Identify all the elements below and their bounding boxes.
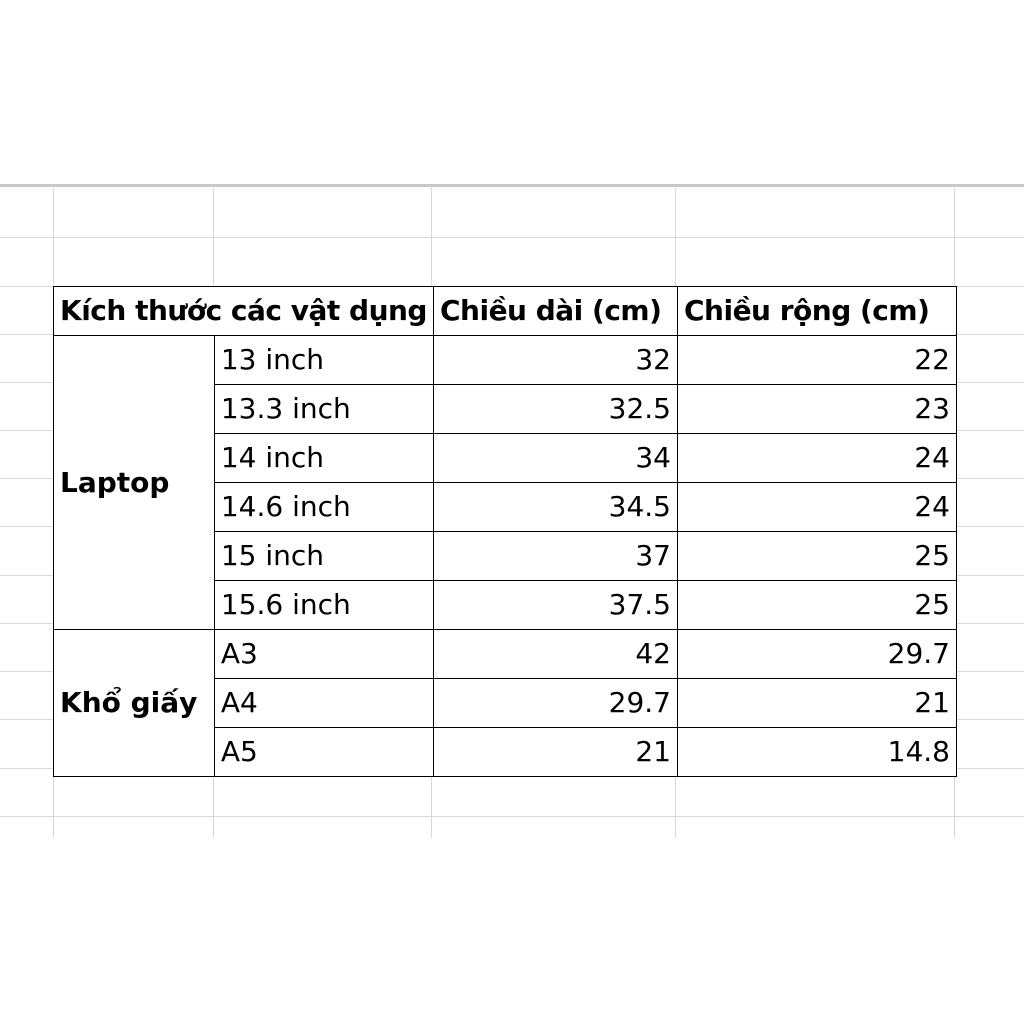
length-cell[interactable]: 42 <box>433 630 677 679</box>
item-cell[interactable]: 15 inch <box>214 532 433 581</box>
sheet-top-border <box>0 184 1024 187</box>
length-cell[interactable]: 37 <box>433 532 677 581</box>
length-cell[interactable]: 32.5 <box>433 385 677 434</box>
length-cell[interactable]: 34.5 <box>433 483 677 532</box>
width-cell[interactable]: 25 <box>677 532 956 581</box>
item-cell[interactable]: 13 inch <box>214 336 433 385</box>
width-cell[interactable]: 24 <box>677 483 956 532</box>
size-table <box>53 286 957 777</box>
length-cell[interactable]: 37.5 <box>433 581 677 630</box>
length-cell[interactable]: 32 <box>433 336 677 385</box>
width-cell[interactable]: 25 <box>677 581 956 630</box>
length-cell[interactable]: 29.7 <box>433 679 677 728</box>
length-cell[interactable]: 21 <box>433 728 677 777</box>
header-length-cell[interactable]: Chiều dài (cm) <box>433 287 677 336</box>
item-cell[interactable]: A4 <box>214 679 433 728</box>
header-item-cell[interactable]: Kích thước các vật dụng <box>54 287 434 336</box>
width-cell[interactable]: 23 <box>677 385 956 434</box>
table-row <box>54 336 957 385</box>
item-cell[interactable]: 13.3 inch <box>214 385 433 434</box>
group-cell-laptop[interactable]: Laptop <box>54 336 215 630</box>
header-width-cell[interactable]: Chiều rộng (cm) <box>677 287 956 336</box>
length-cell[interactable]: 34 <box>433 434 677 483</box>
width-cell[interactable]: 22 <box>677 336 956 385</box>
width-cell[interactable]: 24 <box>677 434 956 483</box>
header-row <box>54 287 957 336</box>
width-cell[interactable]: 29.7 <box>677 630 956 679</box>
item-cell[interactable]: 14.6 inch <box>214 483 433 532</box>
width-cell[interactable]: 21 <box>677 679 956 728</box>
item-cell[interactable]: 15.6 inch <box>214 581 433 630</box>
table-row <box>54 630 957 679</box>
gridline <box>0 237 1024 238</box>
group-cell-paper[interactable]: Khổ giấy <box>54 630 215 777</box>
gridline <box>0 816 1024 817</box>
width-cell[interactable]: 14.8 <box>677 728 956 777</box>
item-cell[interactable]: A5 <box>214 728 433 777</box>
item-cell[interactable]: A3 <box>214 630 433 679</box>
item-cell[interactable]: 14 inch <box>214 434 433 483</box>
